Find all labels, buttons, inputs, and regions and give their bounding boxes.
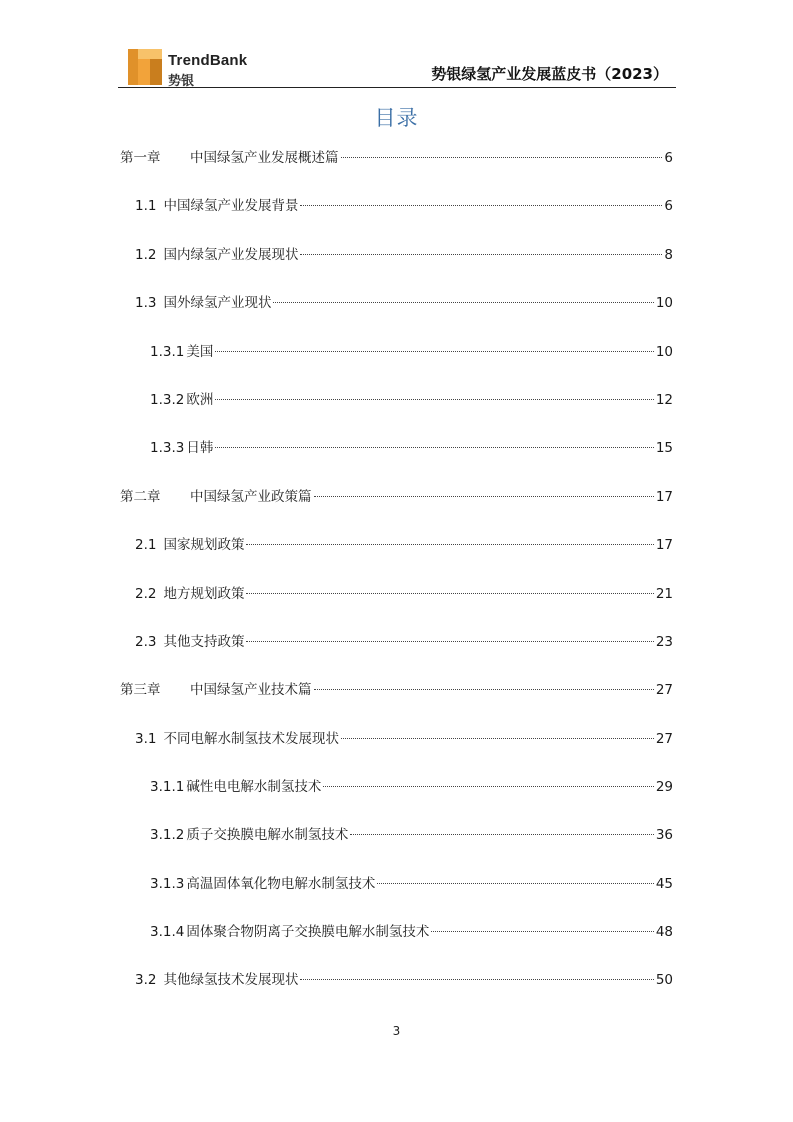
toc-entry-number: 3.1.1 bbox=[150, 779, 185, 795]
toc-entry-label: 质子交换膜电解水制氢技术 bbox=[186, 827, 349, 843]
toc-entry-page: 45 bbox=[655, 876, 673, 892]
toc-entry-page: 36 bbox=[655, 827, 673, 843]
trendbank-logo-icon bbox=[128, 49, 162, 85]
toc-heading: 目录 bbox=[374, 106, 419, 130]
toc-entry-page: 6 bbox=[664, 150, 673, 166]
header-divider bbox=[118, 87, 676, 88]
document-title: 势银绿氢产业发展蓝皮书（2023） bbox=[431, 65, 668, 83]
toc-dot-leader bbox=[215, 399, 653, 400]
toc-entry-number: 2.3 bbox=[135, 634, 157, 650]
toc-entry-number: 第二章 bbox=[120, 489, 161, 505]
toc-entry-number: 3.2 bbox=[135, 972, 157, 988]
toc-entry-page: 12 bbox=[655, 392, 673, 408]
toc-dot-leader bbox=[314, 689, 654, 690]
toc-entry[interactable] bbox=[120, 243, 673, 267]
toc-entry-page: 23 bbox=[655, 634, 673, 650]
toc-dot-leader bbox=[215, 447, 653, 448]
toc-entry-label: 中国绿氢产业技术篇 bbox=[190, 682, 312, 698]
toc-dot-leader bbox=[377, 883, 653, 884]
brand-name-cn: 势银 bbox=[168, 74, 195, 89]
toc-entry[interactable] bbox=[120, 340, 673, 364]
toc-entry-number: 3.1.2 bbox=[150, 827, 185, 843]
toc-entry-page: 6 bbox=[664, 198, 673, 214]
page-header bbox=[118, 44, 676, 88]
toc-entry-label: 国家规划政策 bbox=[163, 537, 245, 553]
toc-entry[interactable] bbox=[120, 630, 673, 654]
toc-entry[interactable] bbox=[120, 146, 673, 170]
toc-entry[interactable] bbox=[120, 582, 673, 606]
toc-entry-label: 固体聚合物阴离子交换膜电解水制氢技术 bbox=[186, 924, 430, 940]
toc-entry[interactable] bbox=[120, 194, 673, 218]
brand-name: TrendBank bbox=[168, 52, 248, 69]
toc-entry-number: 3.1.4 bbox=[150, 924, 185, 940]
toc-entry-page: 17 bbox=[655, 489, 673, 505]
toc-entry[interactable] bbox=[120, 678, 673, 702]
toc-entry-number: 1.1 bbox=[135, 198, 157, 214]
toc-entry-number: 第三章 bbox=[120, 682, 161, 698]
toc-entry-label: 中国绿氢产业发展概述篇 bbox=[190, 150, 339, 166]
toc-dot-leader bbox=[246, 593, 653, 594]
toc-dot-leader bbox=[300, 979, 653, 980]
toc-entry-page: 27 bbox=[655, 682, 673, 698]
toc-entry[interactable] bbox=[120, 388, 673, 412]
toc-entry-page: 15 bbox=[655, 440, 673, 456]
toc-dot-leader bbox=[273, 302, 653, 303]
toc-entry-label: 中国绿氢产业发展背景 bbox=[163, 198, 299, 214]
toc-entry[interactable] bbox=[120, 533, 673, 557]
toc-entry[interactable] bbox=[120, 920, 673, 944]
toc-entry-page: 48 bbox=[655, 924, 673, 940]
toc-entry-page: 29 bbox=[655, 779, 673, 795]
toc-entry-label: 高温固体氧化物电解水制氢技术 bbox=[186, 876, 376, 892]
toc-dot-leader bbox=[323, 786, 653, 787]
toc-entry-label: 中国绿氢产业政策篇 bbox=[190, 489, 312, 505]
toc-dot-leader bbox=[300, 205, 662, 206]
toc-dot-leader bbox=[431, 931, 653, 932]
toc-entry[interactable] bbox=[120, 872, 673, 896]
toc-entry-label: 日韩 bbox=[186, 440, 214, 456]
toc-entry-label: 其他绿氢技术发展现状 bbox=[163, 972, 299, 988]
toc-entry-page: 10 bbox=[655, 295, 673, 311]
toc-dot-leader bbox=[341, 157, 663, 158]
toc-entry[interactable] bbox=[120, 823, 673, 847]
toc-entry[interactable] bbox=[120, 485, 673, 509]
toc-entry-label: 地方规划政策 bbox=[163, 586, 245, 602]
toc-dot-leader bbox=[300, 254, 662, 255]
toc-entry-page: 50 bbox=[655, 972, 673, 988]
toc-entry-number: 1.3 bbox=[135, 295, 157, 311]
toc-entry-number: 3.1.3 bbox=[150, 876, 185, 892]
toc-entry-number: 2.2 bbox=[135, 586, 157, 602]
toc-entry-label: 其他支持政策 bbox=[163, 634, 245, 650]
toc-dot-leader bbox=[215, 351, 653, 352]
toc-entry-label: 碱性电电解水制氢技术 bbox=[186, 779, 322, 795]
toc-dot-leader bbox=[350, 834, 653, 835]
toc-entry[interactable] bbox=[120, 727, 673, 751]
toc-entry[interactable] bbox=[120, 775, 673, 799]
toc-entry-label: 欧洲 bbox=[186, 392, 214, 408]
toc-entry-label: 不同电解水制氢技术发展现状 bbox=[163, 731, 339, 747]
toc-entry-label: 国外绿氢产业现状 bbox=[163, 295, 272, 311]
toc-entry-page: 27 bbox=[655, 731, 673, 747]
toc-entry[interactable] bbox=[120, 436, 673, 460]
toc-entry-number: 1.3.3 bbox=[150, 440, 185, 456]
toc-dot-leader bbox=[341, 738, 654, 739]
toc-entry-number: 1.2 bbox=[135, 247, 157, 263]
toc-dot-leader bbox=[246, 544, 653, 545]
page-number: 3 bbox=[392, 1024, 401, 1038]
toc-entry-number: 第一章 bbox=[120, 150, 161, 166]
toc-entry-label: 美国 bbox=[186, 344, 214, 360]
toc-entry-number: 1.3.1 bbox=[150, 344, 185, 360]
toc-entry-number: 1.3.2 bbox=[150, 392, 185, 408]
toc-entry-page: 10 bbox=[655, 344, 673, 360]
toc-entry-page: 21 bbox=[655, 586, 673, 602]
toc-dot-leader bbox=[314, 496, 654, 497]
toc-entry-page: 17 bbox=[655, 537, 673, 553]
toc-entry[interactable] bbox=[120, 968, 673, 992]
toc-dot-leader bbox=[246, 641, 653, 642]
toc-entry-number: 3.1 bbox=[135, 731, 157, 747]
toc-entry-number: 2.1 bbox=[135, 537, 157, 553]
toc-entry-page: 8 bbox=[664, 247, 673, 263]
toc-entry-label: 国内绿氢产业发展现状 bbox=[163, 247, 299, 263]
toc-entry[interactable] bbox=[120, 291, 673, 315]
trendbank-logo bbox=[128, 49, 278, 87]
